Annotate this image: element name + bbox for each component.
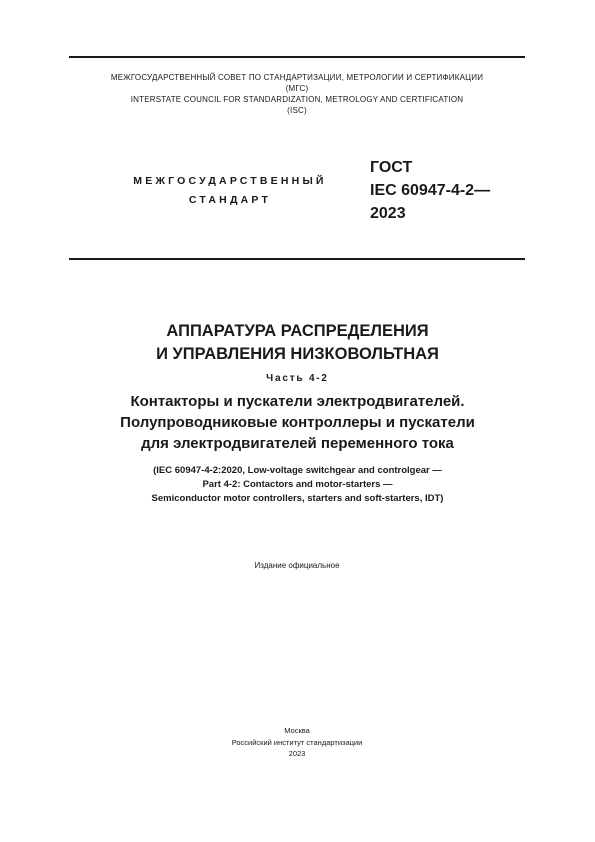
council-abbr-en: (ISC): [287, 106, 307, 115]
iec-reference: [40, 464, 555, 506]
council-name-en: INTERSTATE COUNCIL FOR STANDARDIZATION, METROLOGY AND CERTIFICATION: [130, 95, 464, 104]
designation-line3: 2023: [370, 205, 406, 222]
designation-line2: IEC 60947-4-2—: [370, 182, 491, 199]
imprint-year: 2023: [288, 749, 306, 758]
standard-type: [100, 172, 360, 210]
designation-line1: ГОСТ: [370, 159, 413, 176]
imprint: [69, 725, 525, 760]
subtitle-line2: Полупроводниковые контроллеры и пускатели: [120, 414, 475, 431]
council-header: [69, 72, 525, 116]
document-subtitle: [40, 391, 555, 454]
title-line1: АППАРАТУРА РАСПРЕДЕЛЕНИЯ: [166, 322, 429, 340]
council-name-ru: МЕЖГОСУДАРСТВЕННЫЙ СОВЕТ ПО СТАНДАРТИЗАЦИИ, МЕТРОЛОГИИ И СЕРТИФИКАЦИИ: [110, 73, 484, 82]
standard-designation: [370, 156, 490, 225]
imprint-publisher: Российский институт стандартизации: [231, 737, 363, 747]
iec-reference-line1: (IEC 60947-4-2:2020, Low-voltage switchgear and controlgear —: [153, 465, 442, 476]
top-rule: [69, 56, 525, 58]
subtitle-line3: для электродвигателей переменного тока: [141, 435, 454, 452]
iec-reference-line3: Semiconductor motor controllers, starters and soft-starters, IDT): [151, 493, 444, 504]
subtitle-line1: Контакторы и пускатели электродвигателей.: [130, 393, 465, 410]
iec-reference-line2: Part 4-2: Contactors and motor-starters —: [202, 479, 393, 490]
main-title-block: [40, 320, 555, 506]
edition-label: Издание официальное: [254, 561, 340, 570]
bottom-rule: [69, 258, 525, 260]
standard-type-line1: МЕЖГОСУДАРСТВЕННЫЙ: [133, 175, 327, 187]
part-label: Часть 4-2: [266, 373, 329, 384]
standard-type-line2: СТАНДАРТ: [188, 194, 272, 206]
council-abbr-ru: (МГС): [285, 84, 309, 93]
imprint-city: Москва: [284, 726, 310, 735]
document-title: [40, 320, 555, 366]
title-line2: И УПРАВЛЕНИЯ НИЗКОВОЛЬТНАЯ: [156, 345, 439, 363]
